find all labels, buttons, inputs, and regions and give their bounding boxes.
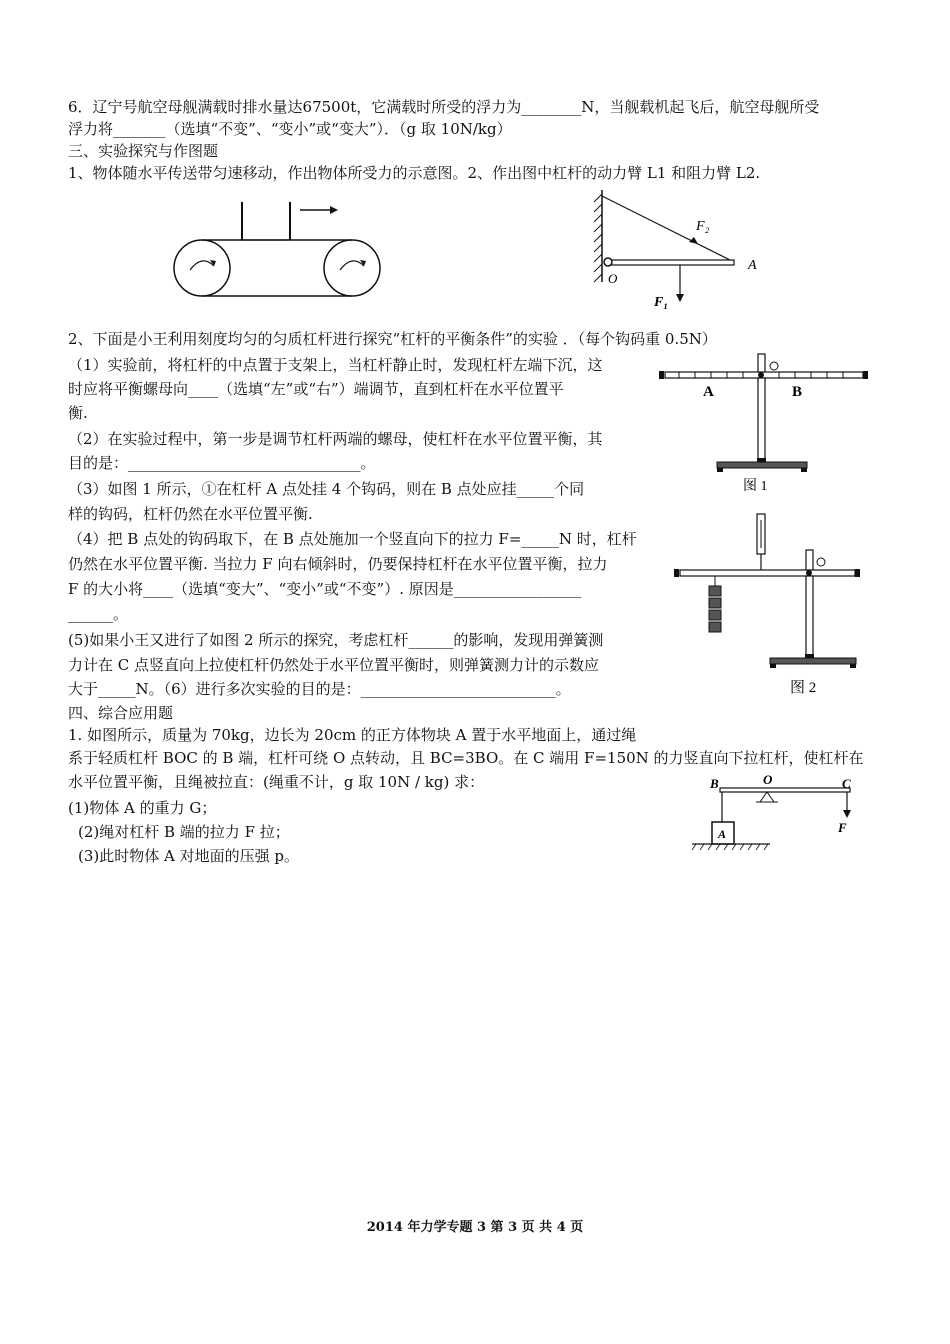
exp2-p1-line-3: 衡.: [68, 404, 88, 422]
section3-heading: 三、实验探究与作图题: [68, 142, 219, 160]
page-footer: 2014 年力学专题 3 第 3 页 共 4 页: [366, 1220, 584, 1235]
q6-line-1: 6．辽宁号航空母舰满载时排水量达67500t，它满载时所受的浮力为________N，当舰载机起飞后，航空母舰所受: [68, 98, 820, 116]
exp2-p5-line-1: (5)如果小王又进行了如图 2 所示的探究，考虑杠杆______的影响，发现用弹簧测: [68, 631, 604, 649]
conveyor-belt-figure: [170, 198, 385, 303]
section3-task1: 1、物体随水平传送带匀速移动，作出物体所受力的示意图。2、作出图中杠杆的动力臂 L1 和阻力臂 L2.: [68, 164, 761, 182]
exp2-p1-line-1: （1）实验前，将杠杆的中点置于支架上，当杠杆静止时，发现杠杆左端下沉，这: [68, 356, 603, 374]
exp2-intro: 2、下面是小王利用刻度均匀的匀质杠杆进行探究“杠杆的平衡条件”的实验 ．（每个钩码重 0.5N）: [68, 330, 717, 348]
exp2-p2-line-1: （2）在实验过程中，第一步是调节杠杆两端的螺母，使杠杆在水平位置平衡，其: [68, 430, 603, 448]
section4-q1-line-3: 水平位置平衡，且绳被拉直：(绳重不计，g 取 10N / kg) 求：: [68, 773, 485, 791]
exp2-p1-line-2: 时应将平衡螺母向____（选填“左”或“右”）端调节，直到杠杆在水平位置平: [68, 380, 564, 398]
boc-label-b: B: [710, 776, 719, 791]
exp2-p4-line-3: F 的大小将____（选填“变大”、“变小”或“不变”）. 原因是_________________: [68, 580, 582, 598]
wall-lever-figure: [588, 190, 778, 315]
boc-label-a: A: [718, 827, 727, 841]
exp2-p2-line-2: 目的是：_______________________________。: [68, 454, 376, 472]
q6-line-2: 浮力将_______（选填“不变”、“变小”或“变大”）．（g 取 10N/kg）: [68, 120, 512, 138]
point-o-label: O: [608, 271, 618, 286]
exp2-p5-line-2: 力计在 C 点竖直向上拉使杠杆仍然处于水平位置平衡时，则弹簧测力计的示数应: [68, 656, 600, 674]
fig1-caption: 图 1: [743, 479, 768, 494]
section4-q1-line-2: 系于轻质杠杆 BOC 的 B 端，杠杆可绕 O 点转动，且 BC=3BO。在 C 端用 F=150N 的力竖直向下拉杠杆，使杠杆在: [68, 749, 864, 767]
fig1-point-a: A: [703, 384, 714, 400]
exp2-p4-line-2: 仍然在水平位置平衡. 当拉力 F 向右倾斜时，仍要保持杠杆在水平位置平衡，拉力: [68, 555, 608, 573]
section4-sub-1: (1)物体 A 的重力 G；: [68, 799, 217, 817]
exp2-p4-line-4: ______。: [68, 605, 129, 623]
boc-label-o: O: [763, 772, 773, 787]
exp2-p5-line-3: 大于_____N。（6）进行多次实验的目的是：__________________________。: [68, 680, 571, 698]
exp2-p3-line-1: （3）如图 1 所示，①在杠杆 A 点处挂 4 个钩码，则在 B 点处应挂_____个同: [68, 480, 585, 498]
fig2-caption: 图 2: [790, 680, 817, 696]
boc-lever-figure: [690, 772, 865, 857]
point-a-label: A: [748, 258, 757, 273]
section4-sub-2: (2)绳对杠杆 B 端的拉力 F 拉；: [78, 823, 290, 841]
fig1-point-b: B: [792, 384, 803, 400]
boc-label-f: F: [838, 820, 847, 835]
section4-q1-line-1: 1. 如图所示，质量为 70kg，边长为 20cm 的正方体物块 A 置于水平地面上，通过绳: [68, 726, 637, 744]
figure-2-lever-spring-scale: [670, 510, 870, 700]
boc-label-c: C: [842, 776, 851, 791]
f1-label: F₁: [654, 295, 669, 310]
exp2-p3-line-2: 样的钩码，杠杆仍然在水平位置平衡.: [68, 505, 313, 523]
f2-label: F₂: [696, 219, 710, 234]
exp2-p4-line-1: （4）把 B 点处的钩码取下，在 B 点处施加一个竖直向下的拉力 F=_____N 时，杠杆: [68, 530, 637, 548]
section4-heading: 四、综合应用题: [68, 704, 174, 722]
section4-sub-3: (3)此时物体 A 对地面的压强 p。: [78, 847, 299, 865]
figure-1-lever-stand: [655, 350, 870, 495]
